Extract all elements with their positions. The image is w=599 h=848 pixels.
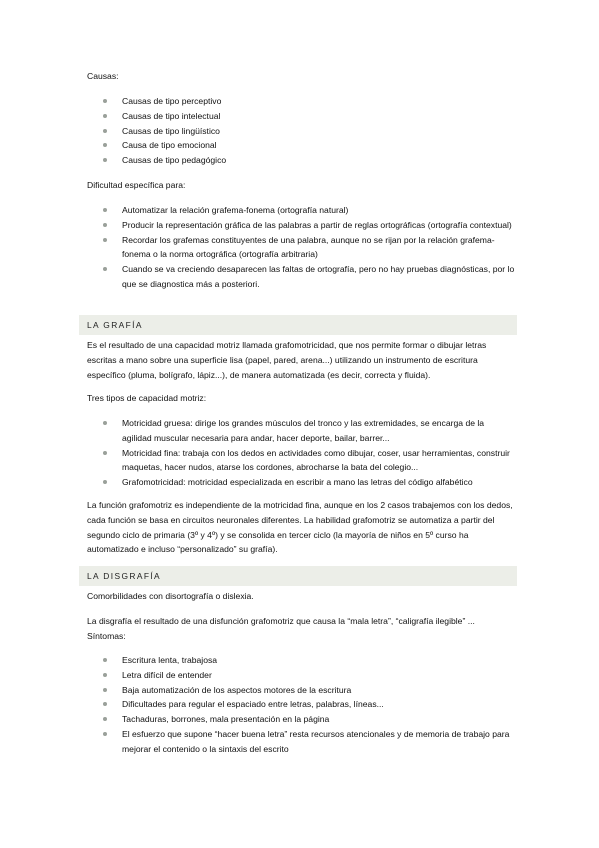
tipos-list [87,416,515,490]
bullet-icon [103,143,107,147]
list-item: Producir la representación gráfica de las palabras a partir de reglas ortográficas (ortografía contextual) [87,218,515,233]
bullet-icon [103,238,107,242]
list-item: Escritura lenta, trabajosa [87,653,515,668]
sintomas-list [87,653,515,757]
section-title: LA GRAFÍA [87,320,143,330]
bullet-icon [103,702,107,706]
list-item: Letra difícil de entender [87,668,515,683]
section-title: LA DISGRAFÍA [87,571,162,581]
bullet-icon [103,114,107,118]
causas-heading: Causas: [87,71,119,81]
list-item: Motricidad gruesa: dirige los grandes músculos del tronco y las extremidades, se encarga de la agilidad muscular necesaria para andar, hacer deporte, bailar, barrer... [87,416,515,446]
list-item: Baja automatización de los aspectos motores de la escritura [87,683,515,698]
list-item: Automatizar la relación grafema-fonema (ortografía natural) [87,203,515,218]
tipos-heading: Tres tipos de capacidad motriz: [87,393,207,403]
bullet-icon [103,480,107,484]
bullet-icon [103,673,107,677]
list-item: Causas de tipo pedagógico [87,153,515,168]
list-item: Recordar los grafemas constituyentes de una palabra, aunque no se rijan por la relación grafema-fonema o la norma ortográfica (ortografía arbitraria) [87,233,515,263]
grafia-closing: La función grafomotriz es independiente de la motricidad fina, aunque en los 2 casos trabajemos con los dedos, cada función se basa en circuitos neuronales diferentes. La habilidad grafomotriz se automatiza a partir del segundo ciclo de primaria (3º y 4º) y se consolida en tercer ciclo (la mayoría de niños en 5º curso ha automatizado e incluso “personalizado” su grafía). [87,500,513,555]
list-item: Causas de tipo lingüístico [87,124,515,139]
list-item: El esfuerzo que supone “hacer buena letra” resta recursos atencionales y de memoria de trabajo para mejorar el contenido o la sintaxis del escrito [87,727,515,757]
list-item: Grafomotricidad: motricidad especializada en escribir a mano las letras del código alfabético [87,475,515,490]
bullet-icon [103,421,107,425]
bullet-icon [103,223,107,227]
list-item: Causas de tipo perceptivo [87,94,515,109]
bullet-icon [103,658,107,662]
list-item: Tachaduras, borrones, mala presentación en la página [87,712,515,727]
list-item: Dificultades para regular el espaciado entre letras, palabras, líneas... [87,697,515,712]
disgrafia-definition: La disgrafía el resultado de una disfunción grafomotriz que causa la “mala letra”, “caligrafía ilegible” ... Síntomas: [87,616,475,641]
grafia-intro: Es el resultado de una capacidad motriz llamada grafomotricidad, que nos permite formar o dibujar letras escritas a mano sobre una superficie lisa (papel, pared, arena...) utilizando un instrumento de escritura específico (pluma, bolígrafo, lápiz...), de manera automatizada (es decir, correcta y fluida). [87,340,487,380]
bullet-icon [103,717,107,721]
causas-list [87,94,515,168]
bullet-icon [103,158,107,162]
bullet-icon [103,267,107,271]
bullet-icon [103,99,107,103]
list-item: Cuando se va creciendo desaparecen las faltas de ortografía, pero no hay pruebas diagnósticas, por lo que se diagnostica más a posteriori. [87,262,515,292]
dificultad-list [87,203,515,292]
section-header-disgrafia [79,566,517,586]
comorbilidades-text: Comorbilidades con disortografía o dislexia. [87,591,254,601]
list-item: Motricidad fina: trabaja con los dedos en actividades como dibujar, coser, usar herramientas, construir maquetas, hacer nudos, atarse los cordones, abrocharse la bata del colegio... [87,446,515,476]
list-item: Causa de tipo emocional [87,138,515,153]
bullet-icon [103,129,107,133]
bullet-icon [103,732,107,736]
bullet-icon [103,451,107,455]
bullet-icon [103,208,107,212]
section-header-grafia [79,315,517,335]
bullet-icon [103,688,107,692]
dificultad-heading: Dificultad específica para: [87,180,186,190]
list-item: Causas de tipo intelectual [87,109,515,124]
